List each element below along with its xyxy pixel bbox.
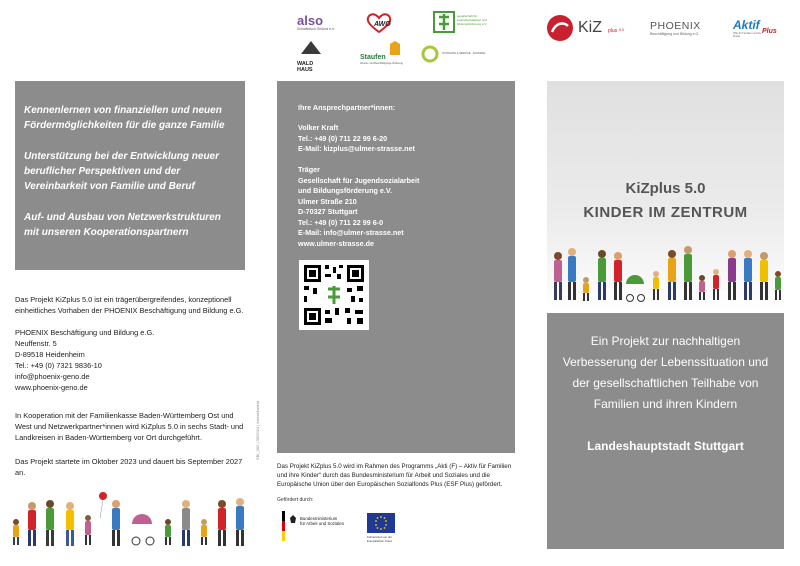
circle-logo: IN PRIVATE & SERVICE · ZAHNRAD	[420, 44, 490, 68]
person	[744, 250, 752, 300]
goal-1: Kennenlernen von finanziellen und neuen Fördermöglichkeiten für die ganze Familie	[24, 105, 225, 131]
contact-tel: Tel.: +49 (0) 711 22 99 6-20	[298, 133, 388, 143]
tree-icon	[297, 40, 325, 56]
stroller	[132, 514, 154, 545]
person	[554, 252, 562, 300]
cooperation-text: In Kooperation mit der Familienkasse Baden-Württemberg Ost und West und Netzwerkpartner*innen wird KiZplus 5.0 in sechs Stadt- und Landkreisen in Baden-Württemberg vor Ort durchgeführt.	[15, 411, 244, 442]
family-illustration-left	[8, 488, 253, 548]
person	[28, 502, 36, 546]
person	[668, 250, 676, 300]
waldhaus-logo: WALD HAUS	[297, 40, 327, 68]
person	[182, 500, 190, 546]
also-logo: also Schwäbisch Gmünd e.V.	[297, 13, 336, 31]
family-illustration-right	[548, 242, 784, 304]
traeger-website[interactable]: www.ulmer-strasse.de	[298, 238, 375, 248]
person	[684, 246, 692, 300]
staufen-logo: Staufen Arbeits- und Beschäftigungs-förderung	[360, 40, 405, 68]
funded-by-label: Gefördert durch:	[277, 497, 314, 503]
qr-code[interactable]	[299, 260, 369, 330]
person	[614, 252, 622, 300]
traeger-line: Ulmer Straße 210	[298, 196, 357, 206]
traeger-line: und Bildungsförderung e.V.	[298, 186, 392, 195]
person	[85, 515, 91, 545]
eu-logo: Kofinanziert von der Europäischen Union	[367, 513, 407, 547]
goal-2: Unterstützung bei der Entwicklung neuer beruflicher Perspektiven und der Vereinbarkeit von Familie und Beruf	[24, 151, 220, 192]
person	[568, 248, 576, 300]
funding-text: Das Projekt KiZplus 5.0 wird im Rahmen des Programms „Akti (F) – Aktiv für Familien und ihre Kinder“ durch das Bundesministerium für Arbeit und Soziales und die Europäische Union über den Europäischen Sozialfonds Plus (ESF Plus) gefördert.	[277, 463, 512, 488]
person	[713, 269, 719, 300]
person	[201, 519, 207, 545]
person	[236, 498, 244, 546]
ring-icon	[420, 44, 440, 64]
cover-title: KiZplus 5.0	[625, 180, 706, 197]
person	[112, 500, 120, 546]
person	[46, 500, 54, 546]
person	[598, 250, 606, 300]
staufen-emblem-icon	[388, 40, 402, 56]
ggs-emblem-icon	[433, 10, 455, 34]
intro-text: Das Projekt KiZplus 5.0 ist ein trägerübergreifendes, konzeptionell einheitliches Vorhaben der PHOENIX Beschäftigung und Bildung e.G.	[15, 295, 244, 315]
traeger-email[interactable]: E-Mail: info@ulmer-strasse.net	[298, 228, 404, 237]
person	[775, 271, 781, 300]
kiz-logo: KiZ plus 5.0	[546, 14, 631, 48]
traeger-line: Tel.: +49 (0) 711 22 99 6-0	[298, 217, 384, 227]
contact-email[interactable]: E-Mail: kizplus@ulmer-strasse.net	[298, 144, 415, 153]
awo-logo: AWO	[365, 12, 397, 38]
person	[760, 252, 768, 300]
person	[728, 250, 736, 300]
traeger-line: Gesellschaft für Jugendsozialarbeit	[298, 175, 420, 185]
stroller	[626, 275, 645, 302]
contact-name: Volker Kraft	[298, 123, 339, 132]
goals-box	[15, 81, 245, 270]
person	[165, 519, 171, 545]
balloon	[99, 492, 107, 518]
phoenix-logo: PHOENIX Beschäftigung und Bildung e.G.	[650, 20, 701, 36]
person	[13, 519, 19, 545]
person	[218, 500, 226, 546]
address-block: PHOENIX Beschäftigung und Bildung e.G. Neuffenstr. 5 D-89518 Heidenheim Tel.: +49 (0) 7321 9836-10 info@phoenix-geno.de www.phoenix-geno.de	[15, 328, 155, 392]
eu-flag-icon	[367, 513, 395, 533]
traeger-heading: Träger	[298, 165, 320, 174]
traeger-line: D-70327 Stuttgart	[298, 207, 358, 216]
contact-heading: Ihre Ansprechpartner*innen:	[298, 103, 396, 112]
bmas-logo: Bundesministerium für Arbeit und Soziales	[282, 511, 352, 546]
print-code: SBI_002 | 05/2024 | Invent4world	[255, 400, 260, 460]
cover-location: Landeshauptstadt Stuttgart	[587, 439, 744, 453]
cover-description-box	[547, 313, 784, 549]
person	[66, 502, 74, 546]
person	[699, 275, 705, 300]
eagle-icon	[288, 514, 298, 524]
cover-subtitle: KINDER IM ZENTRUM	[583, 204, 748, 221]
goal-3: Auf- und Ausbau von Netzwerkstrukturen mit unseren Kooperationspartnern	[24, 212, 221, 238]
ggs-logo: gesellschaft für jugendsozialarbeit und bildungsförderung e.V.	[433, 10, 488, 36]
person	[653, 271, 659, 300]
person	[583, 277, 589, 301]
aktif-logo: Aktif Plus Hilfe für Familien und ihre Kinder	[733, 18, 777, 38]
project-start-text: Das Projekt startete im Oktober 2023 und dauert bis September 2027 an.	[15, 457, 243, 477]
kiz-swirl-icon	[546, 14, 574, 42]
cover-description: Ein Projekt zur nachhaltigen Verbesserung der Lebenssituation und der gesellschaftlichen Teilhabe von Familien und ihren Kindern	[562, 334, 769, 411]
